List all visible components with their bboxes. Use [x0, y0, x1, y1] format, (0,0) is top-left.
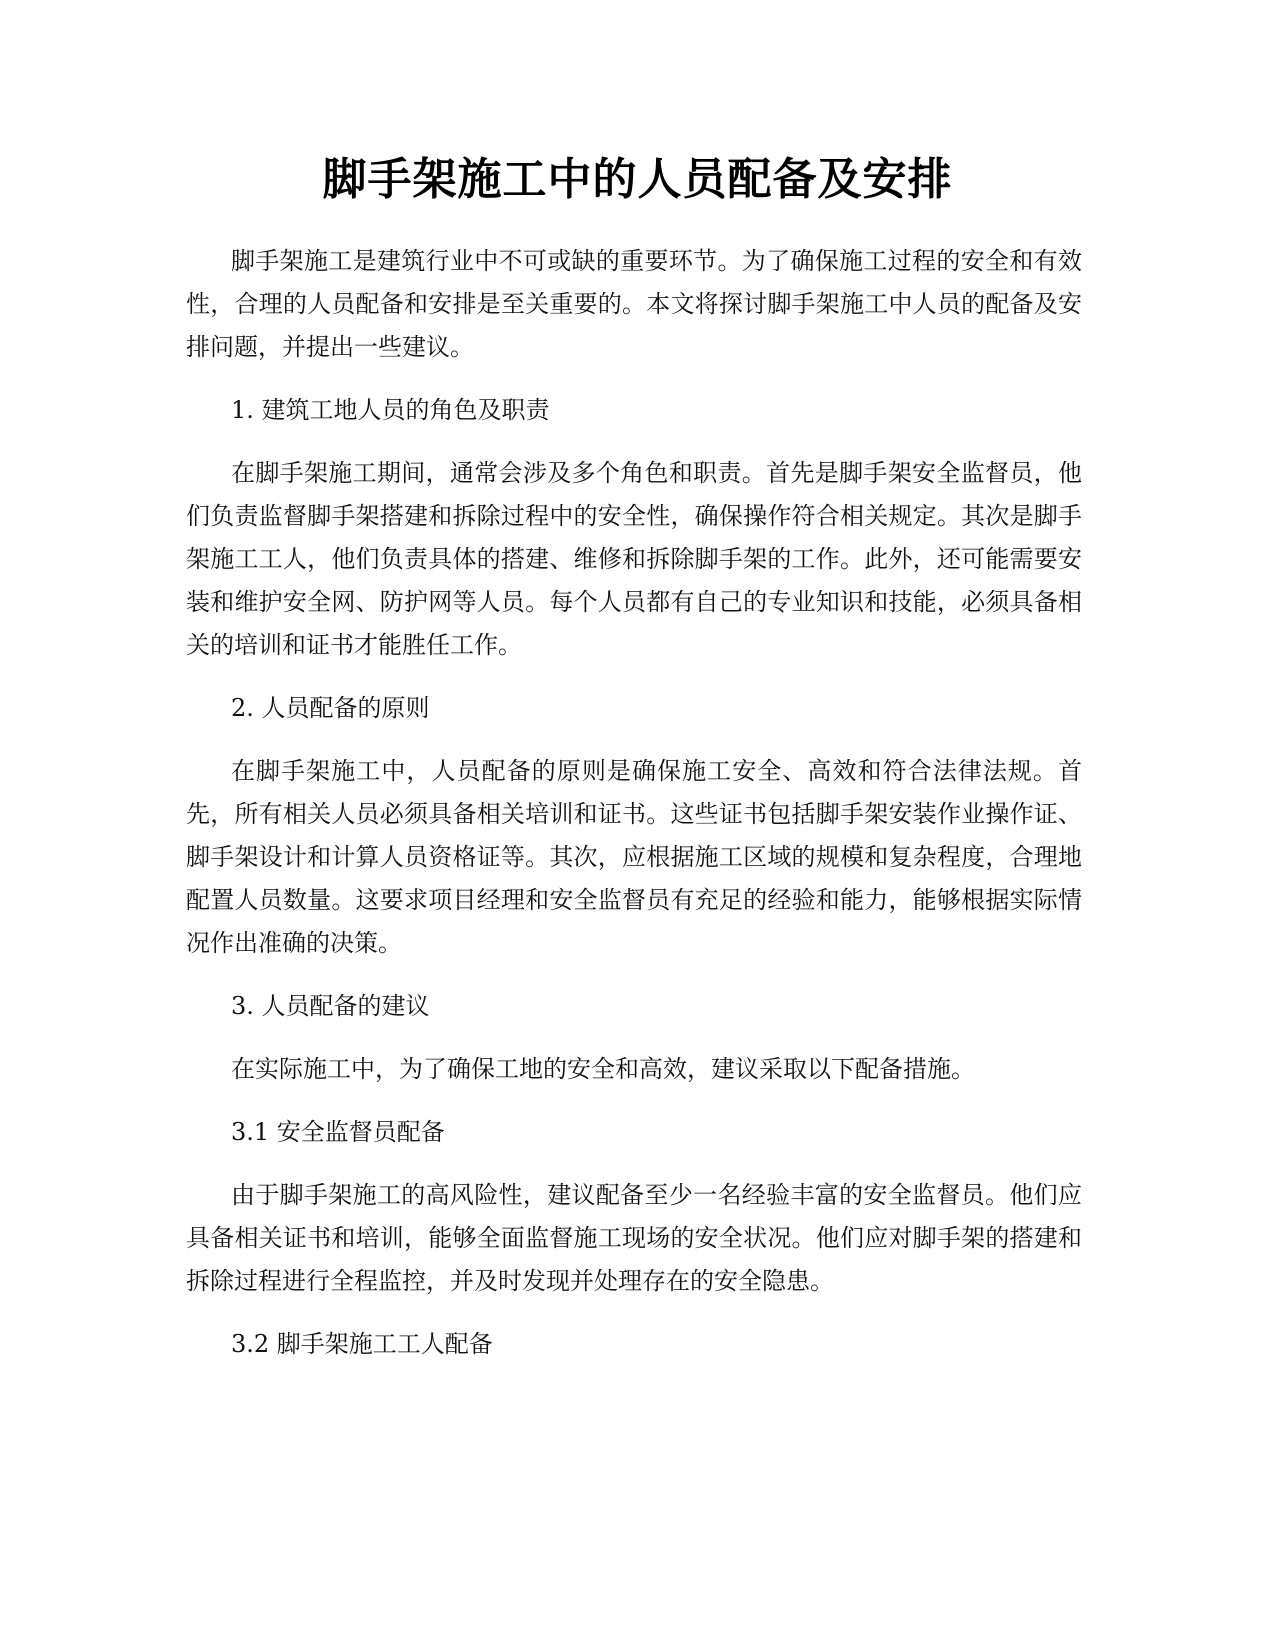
- document-body: [186, 240, 1082, 1386]
- section-heading-1: 1. 建筑工地人员的角色及职责: [231, 396, 550, 424]
- document-title: 脚手架施工中的人员配备及安排: [322, 154, 953, 205]
- section-heading-3-2: 3.2 脚手架施工工人配备: [231, 1330, 493, 1358]
- paragraph-roles: 在脚手架施工期间，通常会涉及多个角色和职责。首先是脚手架安全监督员，他们负责监督脚手架搭建和拆除过程中的安全性，确保操作符合相关规定。其次是脚手架施工工人，他们负责具体的搭建、维修和拆除脚手架的工作。此外，还可能需要安装和维护安全网、防护网等人员。每个人员都有自己的专业知识和技能，必须具备相关的培训和证书才能胜任工作。: [186, 459, 1082, 659]
- section-heading-3-1: 3.1 安全监督员配备: [231, 1118, 445, 1146]
- paragraph-intro: 脚手架施工是建筑行业中不可或缺的重要环节。为了确保施工过程的安全和有效性，合理的人员配备和安排是至关重要的。本文将探讨脚手架施工中人员的配备及安排问题，并提出一些建议。: [186, 247, 1082, 361]
- paragraph-principles: 在脚手架施工中，人员配备的原则是确保施工安全、高效和符合法律法规。首先，所有相关人员必须具备相关培训和证书。这些证书包括脚手架安装作业操作证、脚手架设计和计算人员资格证等。其次，应根据施工区域的规模和复杂程度，合理地配置人员数量。这要求项目经理和安全监督员有充足的经验和能力，能够根据实际情况作出准确的决策。: [186, 757, 1082, 957]
- section-heading-2: 2. 人员配备的原则: [231, 694, 430, 722]
- paragraph-suggestions: 在实际施工中，为了确保工地的安全和高效，建议采取以下配备措施。: [231, 1055, 975, 1083]
- section-heading-3: 3. 人员配备的建议: [231, 992, 430, 1020]
- paragraph-supervisor: 由于脚手架施工的高风险性，建议配备至少一名经验丰富的安全监督员。他们应具备相关证书和培训，能够全面监督施工现场的安全状况。他们应对脚手架的搭建和拆除过程进行全程监控，并及时发现并处理存在的安全隐患。: [186, 1181, 1082, 1295]
